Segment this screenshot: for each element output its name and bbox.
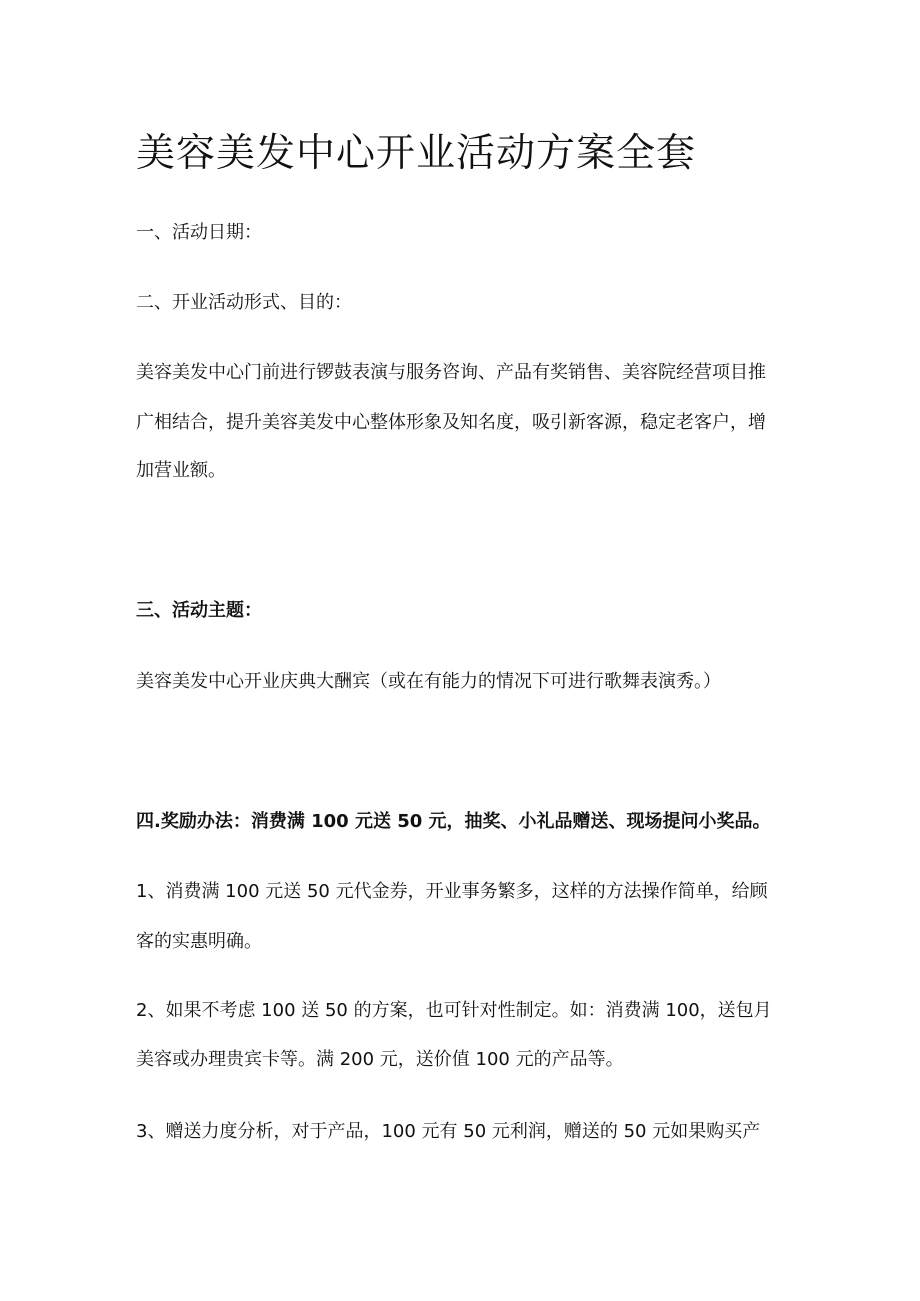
- paragraph-line: 美容美发中心开业庆典大酬宾（或在有能力的情况下可进行歌舞表演秀。）: [136, 671, 721, 692]
- paragraph-line: 广相结合，提升美容美发中心整体形象及知名度，吸引新客源，稳定老客户，增: [136, 412, 766, 433]
- list-item-line: 美容或办理贵宾卡等。满 200 元，送价值 100 元的产品等。: [136, 1049, 624, 1070]
- list-item-line: 客的实惠明确。: [136, 931, 262, 952]
- section-heading-form-purpose: 二、开业活动形式、目的：: [136, 292, 352, 313]
- section-heading-theme: 三、活动主题：: [136, 600, 262, 621]
- section-heading-date: 一、活动日期：: [136, 222, 262, 243]
- paragraph-line: 美容美发中心门前进行锣鼓表演与服务咨询、产品有奖销售、美容院经营项目推: [136, 362, 766, 383]
- list-item-line: 2、如果不考虑 100 送 50 的方案，也可针对性制定。如：消费满 100，送包月: [136, 1000, 772, 1021]
- document-title: 美容美发中心开业活动方案全套: [136, 131, 697, 176]
- list-item-line: 3、赠送力度分析，对于产品，100 元有 50 元利润，赠送的 50 元如果购买产: [136, 1121, 761, 1142]
- paragraph-line: 加营业额。: [136, 460, 226, 481]
- section-heading-rewards: 四.奖励办法：消费满 100 元送 50 元，抽奖、小礼品赠送、现场提问小奖品。: [136, 811, 771, 832]
- list-item-line: 1、消费满 100 元送 50 元代金券，开业事务繁多，这样的方法操作简单，给顾: [136, 881, 768, 902]
